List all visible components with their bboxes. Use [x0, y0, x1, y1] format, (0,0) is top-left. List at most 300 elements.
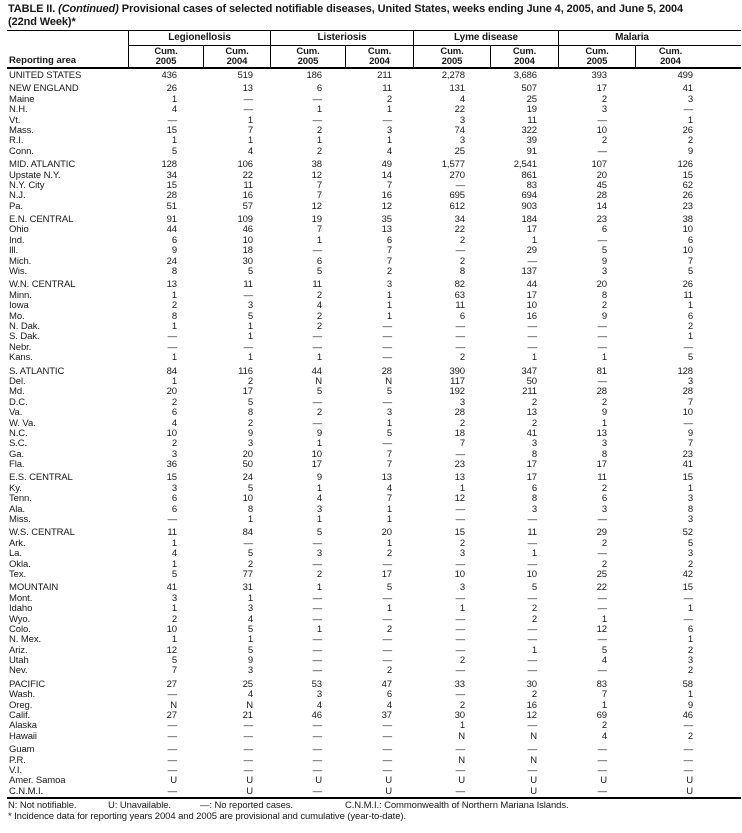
cell-value: 6 [687, 310, 693, 322]
cell-value: 26 [166, 83, 177, 95]
cell-value: — [167, 730, 177, 742]
cell-value: 8 [601, 448, 607, 460]
cell-value: 91 [526, 145, 537, 157]
cell-value: 19 [311, 214, 322, 226]
year-label: 2005 [586, 56, 608, 67]
cell-value: — [597, 331, 607, 343]
row-label: V.I. [9, 765, 22, 776]
cell-value: — [455, 514, 465, 526]
cell-value: — [382, 352, 392, 364]
cell-value: 1 [171, 93, 177, 105]
cell-value: 1 [171, 352, 177, 364]
cell-value: 83 [526, 179, 537, 191]
cell-value: — [597, 754, 607, 766]
cell-value: 6 [171, 234, 177, 246]
row-label: Ky. [9, 482, 22, 494]
cell-value: 3 [459, 548, 465, 560]
cell-value: 20 [596, 169, 607, 181]
cell-value: 10 [166, 427, 177, 439]
cell-value: — [597, 145, 607, 157]
cell-value: 10 [526, 568, 537, 580]
cell-value: — [382, 720, 392, 732]
cell-value: — [167, 689, 177, 701]
row-label: Mich. [9, 255, 32, 267]
cell-value: — [527, 331, 537, 343]
cell-value: 7 [247, 124, 253, 136]
cell-value: N [530, 730, 537, 742]
row-label: Md. [9, 386, 25, 398]
cell-value: — [382, 438, 392, 450]
table-row [7, 473, 741, 483]
cell-value: 17 [242, 386, 253, 398]
cell-value: 16 [242, 190, 253, 202]
cell-value: 5 [247, 548, 253, 560]
cell-value: 2 [601, 396, 607, 408]
cell-value: 116 [238, 365, 253, 377]
cell-value: 10 [166, 623, 177, 635]
cell-value: 69 [596, 710, 607, 722]
cell-value: 20 [242, 448, 253, 460]
cell-value: 22 [596, 582, 607, 594]
cell-value: 7 [386, 493, 392, 505]
table-row [7, 756, 741, 766]
cell-value: — [597, 603, 607, 615]
row-label: Tex. [9, 568, 27, 580]
cell-value: — [527, 537, 537, 549]
table-row [7, 367, 741, 377]
cell-value: 11 [455, 300, 465, 312]
cell-value: 26 [682, 190, 693, 202]
cell-value: — [597, 665, 607, 677]
cell-value: 50 [526, 375, 537, 387]
cell-value: 10 [454, 568, 465, 580]
cell-value: 1 [316, 438, 322, 450]
cell-value: — [312, 655, 322, 667]
cell-value: — [167, 341, 177, 353]
cell-value: 8 [171, 266, 177, 278]
cell-value: 126 [677, 159, 693, 171]
table-row [7, 171, 741, 181]
cell-value: 13 [454, 472, 465, 484]
cell-value: 9 [601, 407, 607, 419]
cell-value: 390 [449, 365, 465, 377]
row-label: Ohio [9, 224, 29, 236]
cell-value: 16 [526, 310, 537, 322]
row-label: Nev. [9, 665, 28, 677]
cell-value: — [527, 320, 537, 332]
cell-value: 7 [386, 245, 392, 257]
cell-value: 1 [316, 514, 322, 526]
cell-value: 184 [521, 214, 537, 226]
cell-value: — [683, 417, 693, 429]
cell-value: — [455, 644, 465, 656]
cell-value: 4 [316, 493, 322, 505]
cell-value: U [170, 775, 177, 787]
cell-value: — [312, 765, 322, 776]
cell-value: 17 [526, 289, 537, 301]
row-label: Wash. [9, 689, 36, 701]
table-row [7, 398, 741, 408]
row-label: S. Dak. [9, 331, 40, 343]
cell-value: 1 [247, 634, 253, 646]
cell-value: 106 [237, 159, 253, 171]
cell-value: — [382, 613, 392, 625]
cell-value: — [527, 665, 537, 677]
cell-value: 84 [242, 527, 253, 539]
cell-value: 1 [687, 482, 693, 494]
cell-value: — [683, 104, 693, 116]
cell-value: 17 [381, 568, 392, 580]
cell-value: — [382, 754, 392, 766]
cell-value: 5 [531, 582, 537, 594]
cell-value: — [382, 114, 392, 126]
cell-value: 50 [242, 459, 253, 471]
cell-value: 2 [459, 352, 465, 364]
row-label: Ga. [9, 448, 25, 460]
cell-value: 17 [526, 459, 537, 471]
cell-value: — [597, 375, 607, 387]
cell-value: 17 [596, 459, 607, 471]
cell-value: 1 [687, 300, 693, 312]
cell-value: — [312, 744, 322, 756]
cell-value: 2 [687, 644, 693, 656]
subcol-lyme-cum-2004 [490, 46, 558, 67]
cell-value: — [312, 634, 322, 646]
cell-value: — [312, 613, 322, 625]
cell-value: 5 [386, 386, 392, 398]
cell-value: 25 [242, 678, 253, 690]
cell-value: — [382, 558, 392, 570]
cell-value: 1 [171, 603, 177, 615]
cell-value: 1 [459, 603, 465, 615]
table-row [7, 267, 741, 277]
table-row [7, 353, 741, 363]
cell-value: 30 [454, 710, 465, 722]
cell-value: 30 [242, 255, 253, 267]
cell-value: 5 [247, 396, 253, 408]
cell-value: 7 [386, 255, 392, 267]
cell-value: 1 [247, 592, 253, 604]
table-row [7, 301, 741, 311]
cell-value: 2 [386, 266, 392, 278]
cell-value: N [315, 375, 322, 387]
table-row [7, 570, 741, 580]
cell-value: 9 [601, 310, 607, 322]
cell-value: 3 [531, 503, 537, 515]
cell-value: 1 [247, 331, 253, 343]
cell-value: 8 [531, 493, 537, 505]
cell-value: — [167, 785, 177, 797]
subcol-listeriosis-cum-2005 [270, 46, 345, 67]
cell-value: 128 [677, 365, 693, 377]
cell-value: 8 [247, 503, 253, 515]
cell-value: 2 [601, 482, 607, 494]
row-label: Okla. [9, 558, 31, 570]
cell-value: 5 [171, 655, 177, 667]
cell-value: 28 [166, 190, 177, 202]
table-row [7, 419, 741, 429]
cell-value: 1 [687, 114, 693, 126]
cell-value: — [527, 744, 537, 756]
cell-value: — [167, 744, 177, 756]
subcol-lyme-cum-2005 [413, 46, 490, 67]
cell-value: 15 [166, 124, 177, 136]
cell-value: — [382, 730, 392, 742]
cell-value: 25 [596, 568, 607, 580]
cell-value: 11 [243, 179, 253, 191]
subcol-listeriosis-cum-2004 [345, 46, 413, 67]
subcol-legionellosis-cum-2004 [203, 46, 270, 67]
row-label: E.S. CENTRAL [9, 472, 73, 484]
table-row [7, 539, 741, 549]
table-row [7, 721, 741, 731]
cell-value: 39 [526, 135, 537, 147]
cell-value: 1 [247, 514, 253, 526]
cell-value: 6 [171, 407, 177, 419]
row-label: Del. [9, 375, 26, 387]
cell-value: 2 [601, 720, 607, 732]
cell-value: 41 [682, 459, 693, 471]
table-row [7, 515, 741, 525]
cell-value: 1 [171, 634, 177, 646]
cell-value: 12 [311, 200, 322, 212]
cell-value: 15 [682, 169, 693, 181]
row-label: R.I. [9, 135, 24, 147]
cell-value: 3 [687, 655, 693, 667]
cell-value: — [597, 341, 607, 353]
cell-value: 5 [171, 568, 177, 580]
cell-value: 13 [166, 279, 177, 291]
cell-value: 1 [171, 320, 177, 332]
cell-value: — [312, 730, 322, 742]
cell-value: 2 [247, 375, 253, 387]
cell-value: 6 [531, 482, 537, 494]
cell-value: 9 [316, 472, 322, 484]
cell-value: 3 [247, 665, 253, 677]
cell-value: 1 [386, 135, 392, 147]
table-row [7, 505, 741, 515]
cell-value: — [455, 245, 465, 257]
cell-value: 21 [242, 710, 253, 722]
cell-value: 1 [386, 300, 392, 312]
cell-value: N [458, 754, 465, 766]
cell-value: — [455, 331, 465, 343]
cell-value: 3 [531, 438, 537, 450]
cell-value: 5 [247, 623, 253, 635]
cell-value: 17 [596, 83, 607, 95]
table-row [7, 147, 741, 157]
table-row [7, 680, 741, 690]
cell-value: 5 [601, 245, 607, 257]
cell-value: 7 [687, 255, 693, 267]
table-row [7, 666, 741, 676]
cell-value: 2 [687, 320, 693, 332]
cell-value: 4 [171, 104, 177, 116]
cell-value: 38 [311, 159, 322, 171]
cell-value: 2 [601, 93, 607, 105]
cell-value: 4 [459, 93, 465, 105]
cell-value: 1 [531, 644, 537, 656]
cell-value: — [683, 765, 693, 776]
cell-value: U [686, 775, 693, 787]
footnote-item-u: U: Unavailable. [108, 800, 171, 812]
cell-value: 5 [687, 352, 693, 364]
cell-value: — [527, 255, 537, 267]
cell-value: 1 [316, 234, 322, 246]
row-label: Nebr. [9, 341, 32, 353]
row-label: S. ATLANTIC [9, 365, 65, 377]
table-title [8, 3, 734, 28]
row-label: La. [9, 548, 22, 560]
row-label: N. Mex. [9, 634, 42, 646]
cell-value: 9 [247, 427, 253, 439]
cell-value: 6 [601, 493, 607, 505]
cell-value: 2 [459, 417, 465, 429]
cell-value: U [385, 775, 392, 787]
cell-value: 6 [687, 234, 693, 246]
row-label: N.Y. City [9, 179, 45, 191]
cell-value: 1 [171, 135, 177, 147]
cell-value: — [312, 644, 322, 656]
cell-value: 47 [381, 678, 392, 690]
cell-value: 28 [596, 386, 607, 398]
cell-value: 2 [601, 300, 607, 312]
cell-value: 4 [316, 300, 322, 312]
cell-value: 2 [171, 396, 177, 408]
cell-value: 41 [682, 83, 693, 95]
cell-value: 77 [242, 568, 253, 580]
cell-value: 7 [386, 179, 392, 191]
cell-value: 31 [242, 582, 253, 594]
cell-value: 11 [243, 279, 253, 291]
cell-value: 22 [454, 104, 465, 116]
cell-value: 9 [601, 255, 607, 267]
cell-value: 18 [454, 427, 465, 439]
cell-value: — [312, 592, 322, 604]
column-group-lyme-disease: Lyme disease [413, 31, 558, 46]
cell-value: U [600, 775, 607, 787]
cell-value: — [527, 514, 537, 526]
cell-value: 5 [687, 266, 693, 278]
table-row [7, 105, 741, 115]
cell-value: 6 [171, 503, 177, 515]
row-label: Ill. [9, 245, 19, 257]
cell-value: 11 [597, 472, 607, 484]
cell-value: 28 [596, 190, 607, 202]
cell-value: 436 [161, 70, 177, 81]
cell-value: 3 [386, 407, 392, 419]
cell-value: 8 [459, 266, 465, 278]
cell-value: 5 [247, 310, 253, 322]
table-row [7, 202, 741, 212]
row-label: Conn. [9, 145, 34, 157]
cell-value: 25 [526, 93, 537, 105]
cell-value: 6 [386, 689, 392, 701]
cell-value: 13 [526, 407, 537, 419]
row-label: N.J. [9, 190, 26, 202]
cell-value: — [683, 341, 693, 353]
cell-value: 15 [682, 582, 693, 594]
table-row [7, 745, 741, 755]
cell-value: N [246, 699, 253, 711]
cell-value: — [597, 320, 607, 332]
cell-value: 23 [682, 200, 693, 212]
cell-value: 2 [316, 407, 322, 419]
row-label: S.C. [9, 438, 28, 450]
cell-value: 11 [527, 527, 537, 539]
row-label: Ark. [9, 537, 26, 549]
cell-value: 34 [454, 214, 465, 226]
cell-value: — [312, 417, 322, 429]
cell-value: 7 [316, 190, 322, 202]
cum-label: Cum. [658, 46, 683, 57]
table-row [7, 215, 741, 225]
cell-value: — [597, 592, 607, 604]
cell-value: 131 [449, 83, 465, 95]
cell-value: 24 [166, 255, 177, 267]
cell-value: — [527, 592, 537, 604]
cell-value: 1 [386, 603, 392, 615]
table-row [7, 494, 741, 504]
table-row [7, 291, 741, 301]
cum-label: Cum. [154, 46, 178, 57]
row-label: Pa. [9, 200, 23, 212]
cell-value: N [170, 699, 177, 711]
cell-value: 8 [531, 448, 537, 460]
cell-value: 1 [386, 537, 392, 549]
cell-value: — [455, 558, 465, 570]
row-label: Wis. [9, 266, 28, 278]
cell-value: 9 [687, 699, 693, 711]
cell-value: 7 [316, 224, 322, 236]
subcol-legionellosis-cum-2005 [128, 46, 203, 67]
cell-value: 1 [316, 623, 322, 635]
cell-value: 4 [386, 145, 392, 157]
cell-value: 10 [242, 234, 253, 246]
cell-value: — [312, 245, 322, 257]
cell-value: 186 [306, 70, 322, 81]
row-label: Mont. [9, 592, 33, 604]
cell-value: 1 [171, 289, 177, 301]
cell-value: 4 [171, 548, 177, 560]
row-label: Iowa [9, 300, 29, 312]
cell-value: 18 [242, 245, 253, 257]
cell-value: 38 [682, 214, 693, 226]
cell-value: 3 [316, 503, 322, 515]
table-title-week: (22nd Week)* [8, 15, 76, 28]
cell-value: 15 [682, 472, 693, 484]
cell-value: 24 [242, 472, 253, 484]
year-label: 2004 [369, 56, 390, 67]
cell-value: — [527, 634, 537, 646]
cell-value: 20 [596, 279, 607, 291]
cell-value: 13 [596, 427, 607, 439]
cell-value: 12 [454, 493, 465, 505]
cell-value: 4 [386, 482, 392, 494]
cell-value: 45 [596, 179, 607, 191]
cell-value: 9 [687, 145, 693, 157]
table-row [7, 583, 741, 593]
cell-value: 4 [386, 699, 392, 711]
table-row [7, 136, 741, 146]
table-row [7, 343, 741, 353]
cell-value: 1 [386, 417, 392, 429]
cell-value: — [382, 331, 392, 343]
footnote-incidence: * Incidence data for reporting years 2004 and 2005 are provisional and cumulative (year-to-date). [8, 810, 406, 822]
cell-value: 10 [682, 224, 693, 236]
table-row [7, 625, 741, 635]
cell-value: 17 [311, 459, 322, 471]
